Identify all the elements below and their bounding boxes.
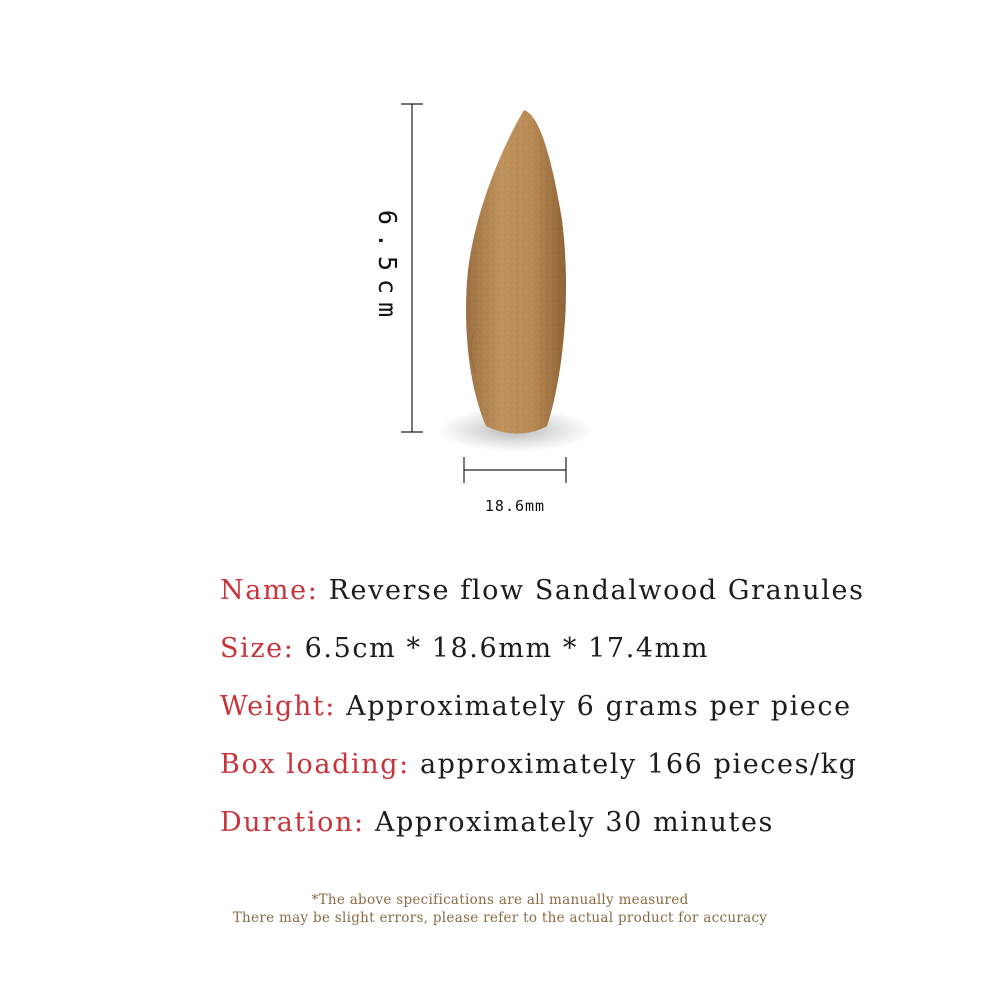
width-dimension-line [464, 457, 566, 483]
spec-value: Approximately 6 grams per piece [346, 691, 852, 722]
spec-key: Weight: [220, 691, 336, 722]
spec-row-size [220, 628, 990, 686]
spec-row-name [220, 570, 990, 628]
spec-value: Reverse flow Sandalwood Granules [328, 575, 865, 606]
spec-value: 6.5cm * 18.6mm * 17.4mm [304, 633, 710, 664]
disclaimer-line-2: There may be slight errors, please refer to the actual product for accuracy [232, 910, 768, 926]
height-label-text: 6.5cm [373, 209, 403, 325]
spec-key: Duration: [220, 807, 365, 838]
height-label [364, 200, 412, 334]
spec-key: Box loading: [220, 749, 410, 780]
spec-key: Size: [220, 633, 295, 664]
spec-value: approximately 166 pieces/kg [419, 749, 858, 780]
disclaimer-line-1: *The above specifications are all manually measured [311, 892, 689, 908]
spec-row-weight [220, 686, 990, 744]
spec-row-duration [220, 802, 990, 860]
spec-row-box-loading [220, 744, 990, 802]
spec-value: Approximately 30 minutes [374, 807, 774, 838]
spec-key: Name: [220, 575, 319, 606]
spec-list [220, 570, 990, 860]
width-label: 18.6mm [484, 497, 546, 515]
cone-texture [466, 110, 566, 434]
